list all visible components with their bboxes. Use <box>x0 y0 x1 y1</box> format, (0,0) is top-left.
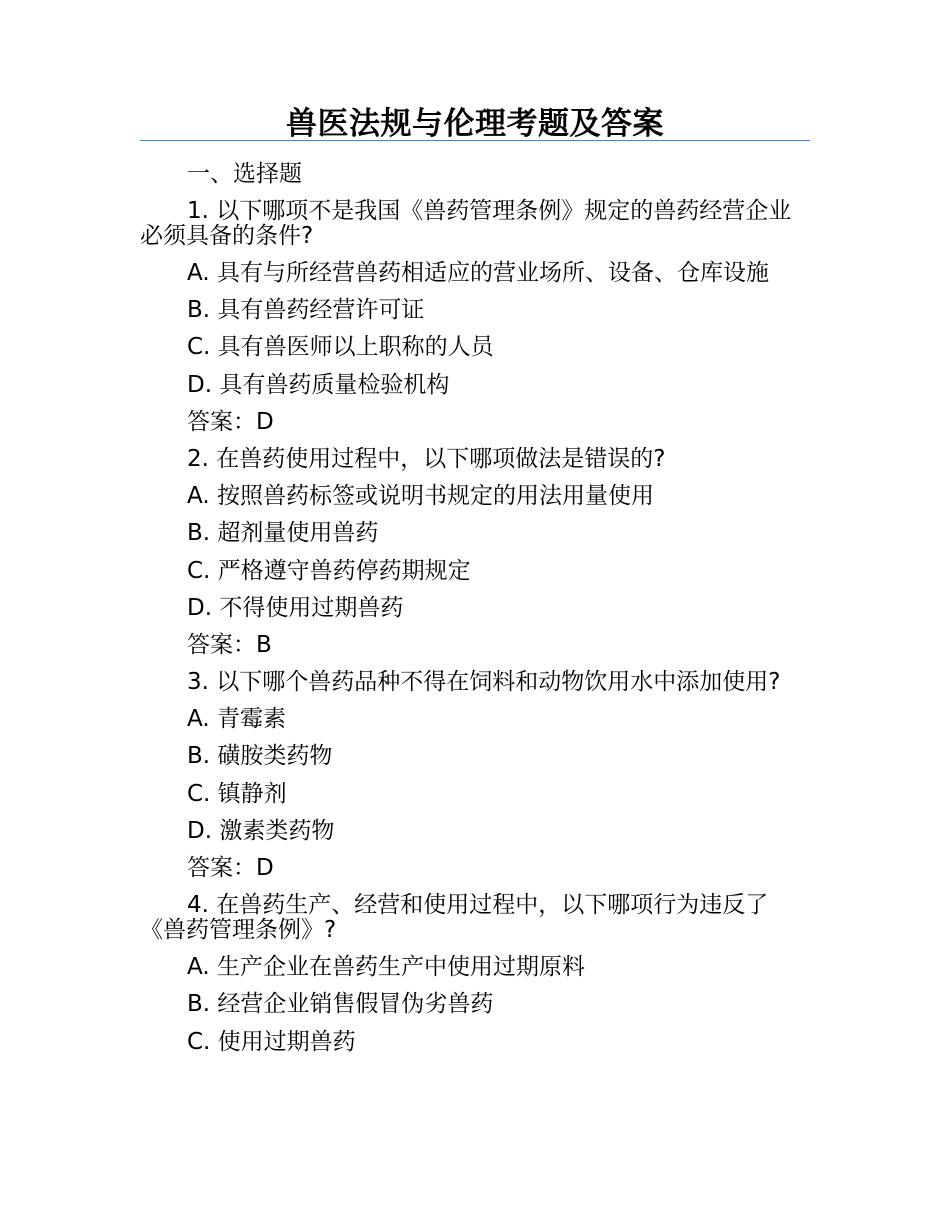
document-body <box>140 156 810 1061</box>
title-underline <box>140 140 810 141</box>
question-option: A. 具有与所经营兽药相适应的营业场所、设备、仓库设施 <box>187 260 769 287</box>
question-option: D. 激素类药物 <box>187 817 335 844</box>
question-option: B. 具有兽药经营许可证 <box>187 297 425 324</box>
section-heading: 一、选择题 <box>187 161 302 187</box>
question-stem: 3. 以下哪个兽药品种不得在饲料和动物饮用水中添加使用? <box>187 669 781 696</box>
question-option: C. 严格遵守兽药停药期规定 <box>187 557 471 584</box>
question-stem: 2. 在兽药使用过程中，以下哪项做法是错误的? <box>187 446 666 473</box>
question-option: B. 超剂量使用兽药 <box>187 520 379 547</box>
question-answer: 答案：D <box>187 408 274 435</box>
question-option: C. 使用过期兽药 <box>187 1028 356 1055</box>
question-option: C. 具有兽医师以上职称的人员 <box>187 334 494 361</box>
question-option: D. 具有兽药质量检验机构 <box>187 371 450 398</box>
question-option: A. 生产企业在兽药生产中使用过期原料 <box>187 954 585 981</box>
question-answer: 答案：D <box>187 855 274 882</box>
question-option: A. 按照兽药标签或说明书规定的用法用量使用 <box>187 483 654 510</box>
question-option: B. 经营企业销售假冒伪劣兽药 <box>187 991 494 1018</box>
question-option: A. 青霉素 <box>187 706 286 733</box>
question-stem: 1. 以下哪项不是我国《兽药管理条例》规定的兽药经营企业必须具备的条件? <box>140 198 792 250</box>
question-stem: 4. 在兽药生产、经营和使用过程中，以下哪项行为违反了《兽药管理条例》? <box>140 892 769 944</box>
question-option: B. 磺胺类药物 <box>187 743 333 770</box>
question-option: C. 镇静剂 <box>187 780 287 807</box>
question-option: D. 不得使用过期兽药 <box>187 594 404 621</box>
page-title: 兽医法规与伦理考题及答案 <box>286 106 664 142</box>
question-answer: 答案：B <box>187 632 272 659</box>
